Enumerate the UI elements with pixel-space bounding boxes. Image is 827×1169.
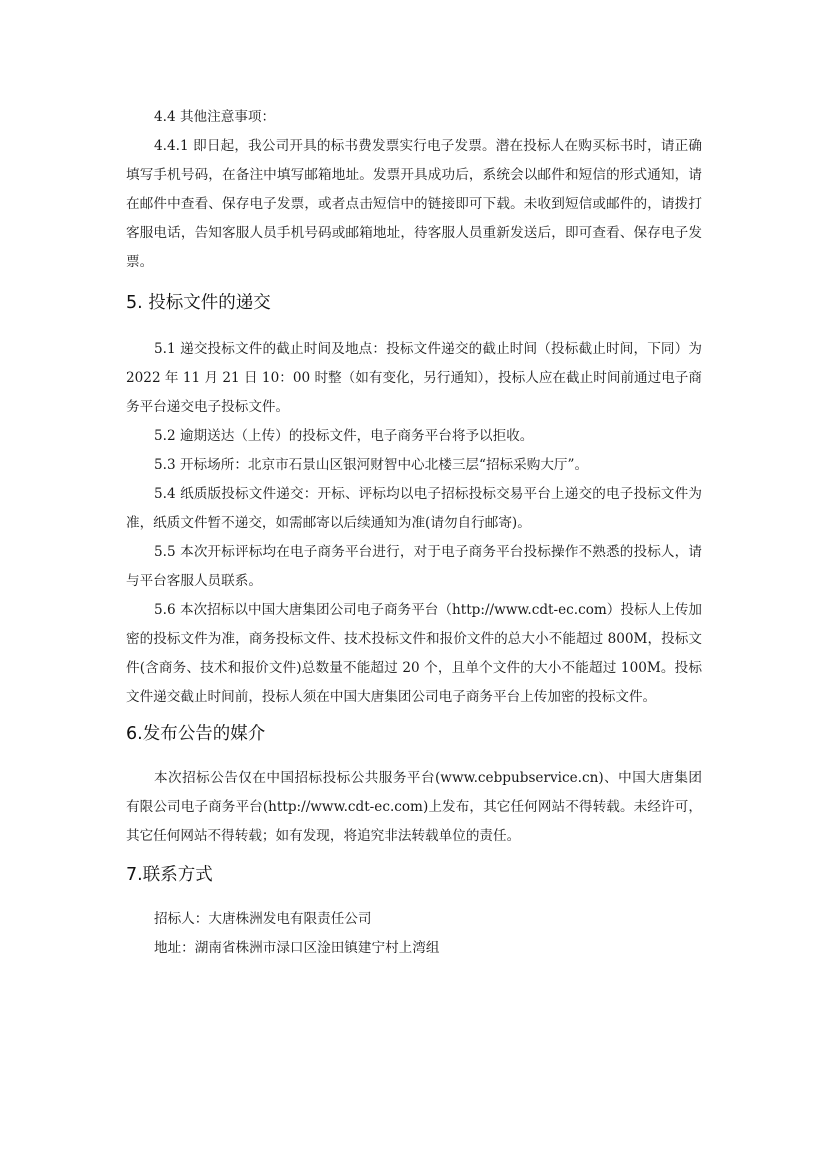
address-line: 地址：湖南省株洲市渌口区淦田镇建宁村上湾组 [154,940,440,956]
item-5-5: 5.5 本次开标评标均在电子商务平台进行，对于电子商务平台投标操作不熟悉的投标人，请与平台客服人员联系。 [126,544,702,589]
item-5-2: 5.2 逾期送达（上传）的投标文件，电子商务平台将予以拒收。 [154,428,534,444]
section-7-heading: 7.联系方式 [126,865,213,885]
tenderer-line: 招标人：大唐株洲发电有限责任公司 [154,911,372,927]
item-5-3: 5.3 开标场所：北京市石景山区银河财智中心北楼三层“招标采购大厅”。 [154,457,589,473]
item-4-4-1: 4.4.1 即日起，我公司开具的标书费发票实行电子发票。潜在投标人在购买标书时，请正确填写手机号码，在备注中填写邮箱地址。发票开具成功后，系统会以邮件和短信的形式通知，请在邮件中查看、保存电子发票，或者点击短信中的链接即可下载。未收到短信或邮件的，请拨打客服电话，告知客服人员手机号码或邮箱地址，待客服人员重新发送后，即可查看、保存电子发票。 [126,138,702,270]
item-5-1: 5.1 递交投标文件的截止时间及地点：投标文件递交的截止时间（投标截止时间，下同）为 2022 年 11 月 21 日 10：00 时整（如有变化，另行通知），投标人应在截止时间前通过电子商务平台递交电子投标文件。 [126,341,702,415]
section-6-heading: 6.发布公告的媒介 [126,724,266,744]
section-6-text: 本次招标公告仅在中国招标投标公共服务平台(www.cebpubservice.cn)、中国大唐集团有限公司电子商务平台(http://www.cdt-ec.com)上发布，其它任何网站不得转载。未经许可，其它任何网站不得转载；如有发现，将追究非法转载单位的责任。 [126,770,702,844]
document-body [126,103,702,963]
section-4-4-title: 4.4 其他注意事项： [154,109,276,125]
section-5-heading: 5. 投标文件的递交 [126,293,271,313]
item-5-6: 5.6 本次招标以中国大唐集团公司电子商务平台（http://www.cdt-ec.com）投标人上传加密的投标文件为准，商务投标文件、技术投标文件和报价文件的总大小不能超过 800M，投标文件(含商务、技术和报价文件)总数量不能超过 20 个，且单个文件的大小不能超过 100M。投标文件递交截止时间前，投标人须在中国大唐集团公司电子商务平台上传加密的投标文件。 [126,602,702,705]
item-5-4: 5.4 纸质版投标文件递交：开标、评标均以电子招标投标交易平台上递交的电子投标文件为准，纸质文件暂不递交，如需邮寄以后续通知为准(请勿自行邮寄)。 [126,486,702,531]
